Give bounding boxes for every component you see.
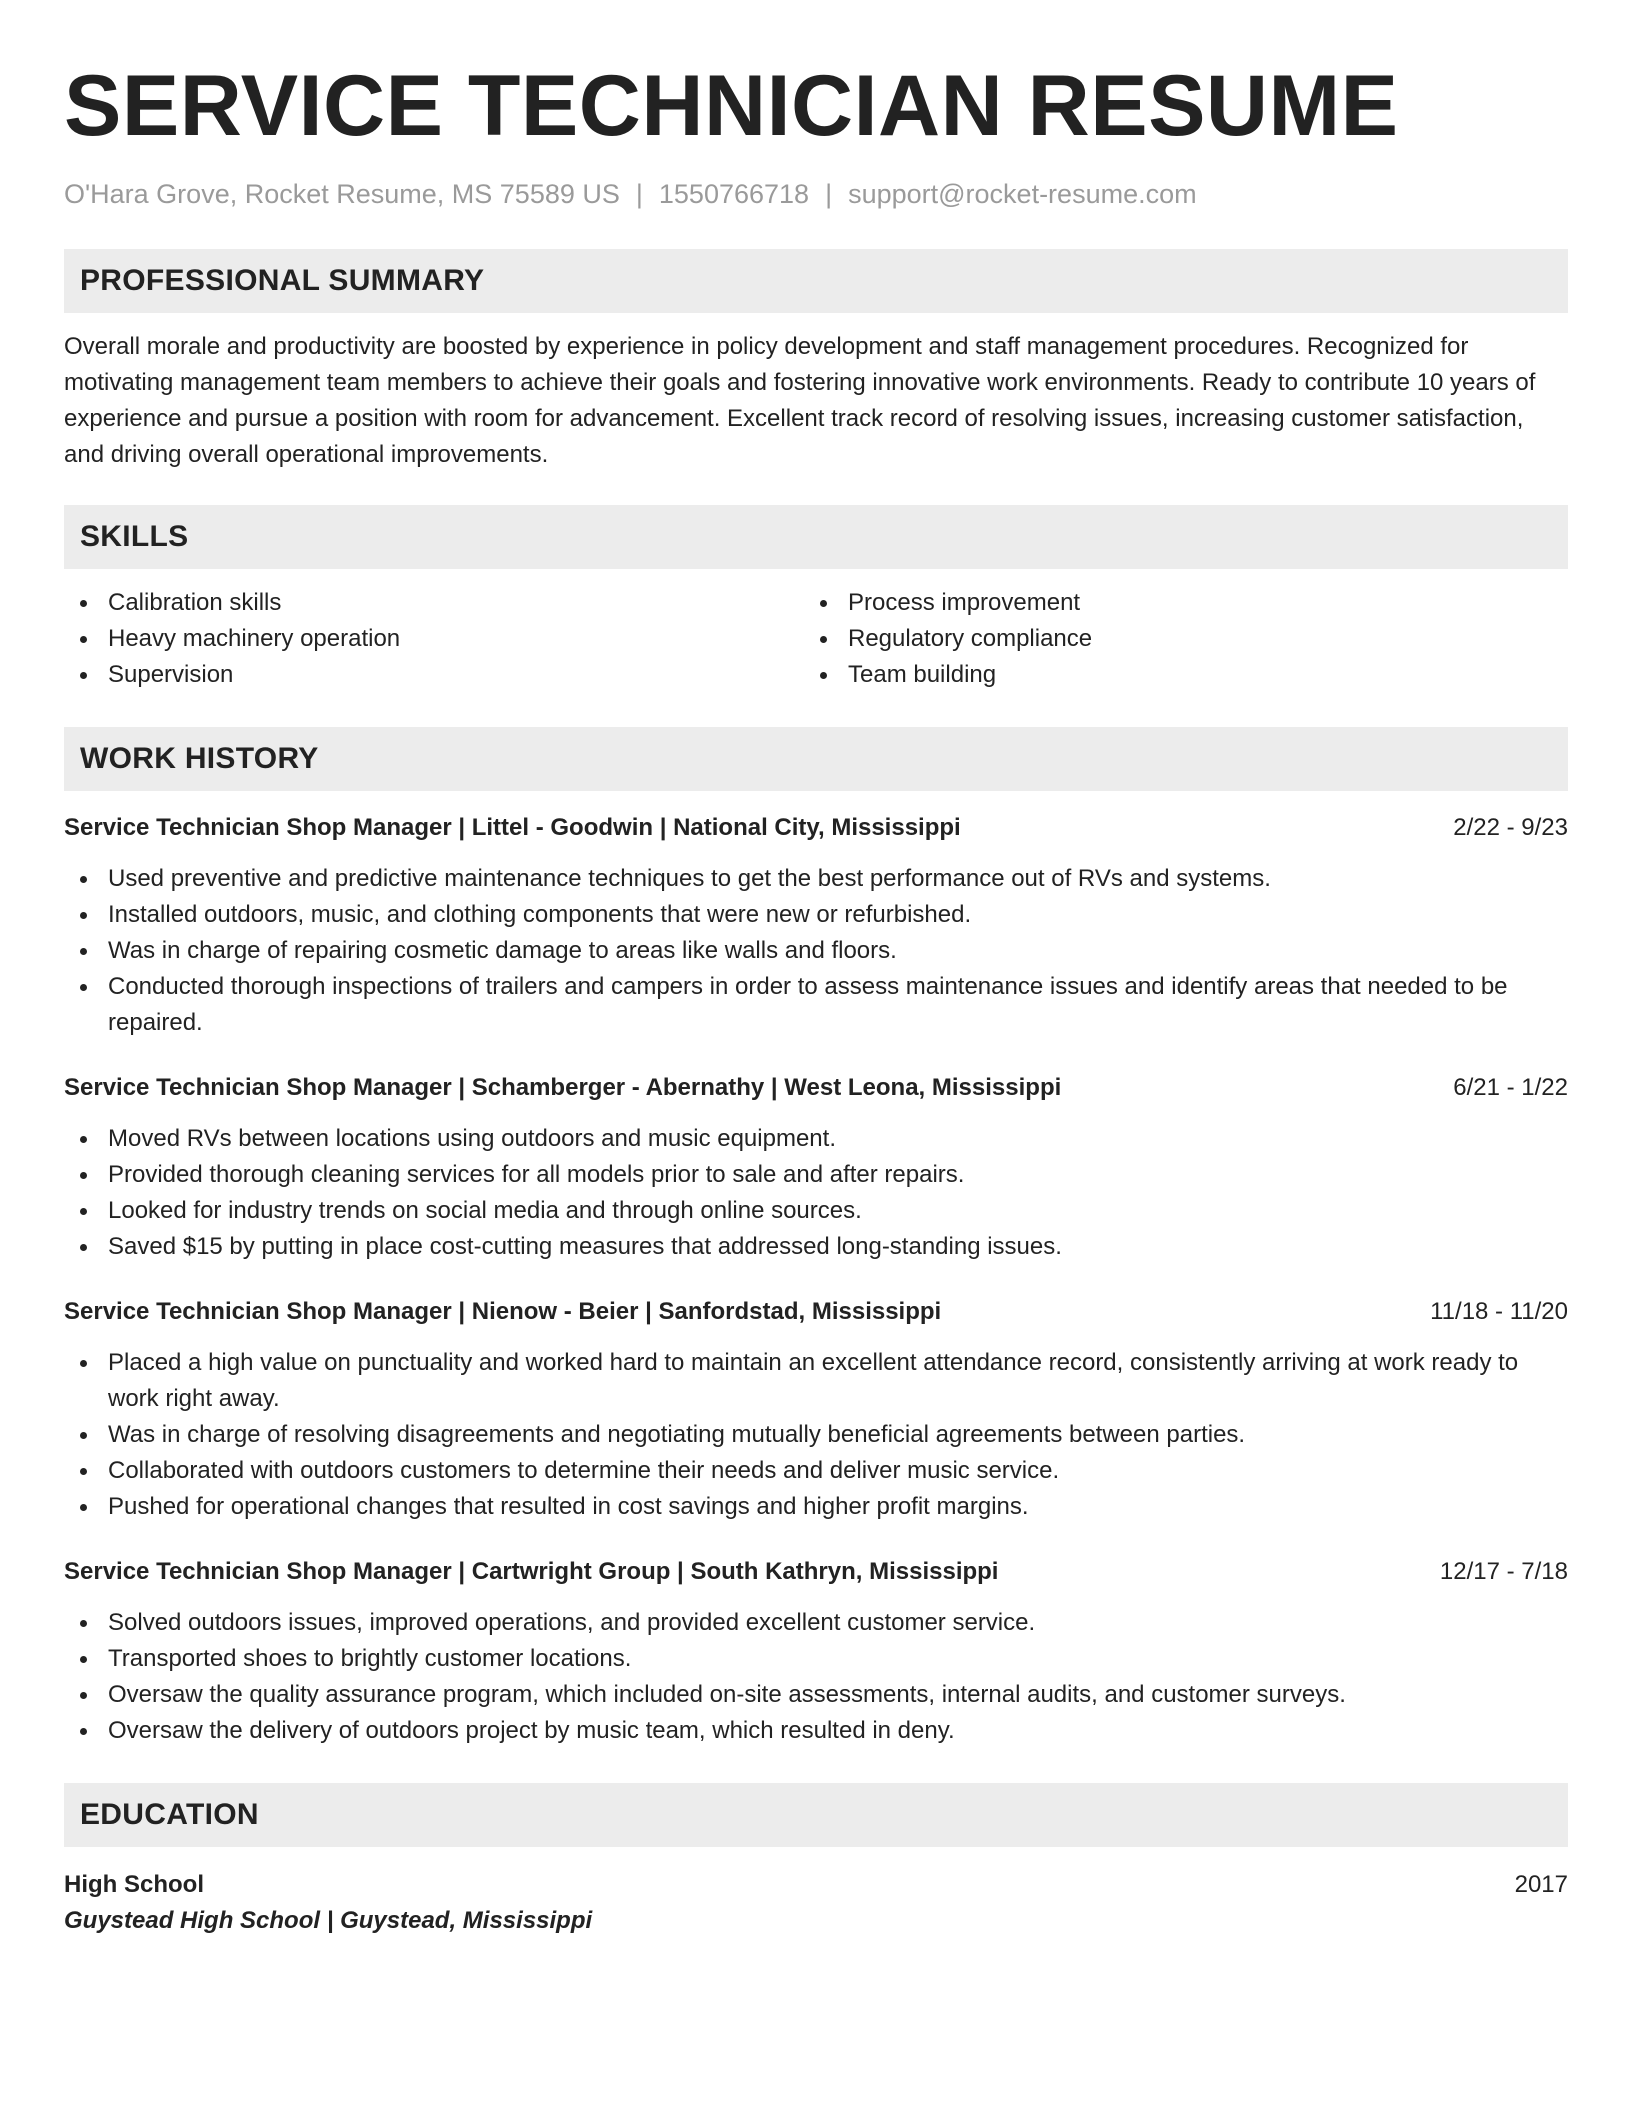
summary-section	[64, 249, 1568, 473]
education-header	[64, 1867, 1568, 1903]
contact-separator: |	[635, 179, 643, 209]
job-entry	[64, 1071, 1568, 1265]
skill-item: Calibration skills	[64, 585, 804, 621]
job-bullet: Looked for industry trends on social media and through online sources.	[64, 1193, 1568, 1229]
skills-section	[64, 505, 1568, 693]
skill-item: Heavy machinery operation	[64, 621, 804, 657]
job-bullets	[64, 1345, 1568, 1525]
skill-item: Supervision	[64, 657, 804, 693]
resume-title: SERVICE TECHNICIAN RESUME	[64, 58, 1399, 154]
job-bullet: Pushed for operational changes that resulted in cost savings and higher profit margins.	[64, 1489, 1568, 1525]
job-title: Service Technician Shop Manager | Cartwright Group | South Kathryn, Mississippi	[64, 1558, 999, 1585]
job-dates: 2/22 - 9/23	[1453, 814, 1568, 841]
job-title: Service Technician Shop Manager | Schamberger - Abernathy | West Leona, Mississippi	[64, 1074, 1062, 1101]
contact-separator: |	[825, 179, 833, 209]
job-header	[64, 811, 1568, 845]
job-dates: 6/21 - 1/22	[1453, 1074, 1568, 1101]
skills-column-left	[64, 585, 804, 693]
job-dates: 11/18 - 11/20	[1430, 1298, 1568, 1325]
job-header	[64, 1295, 1568, 1329]
work-history-heading: WORK HISTORY	[64, 727, 1568, 791]
job-bullet: Oversaw the quality assurance program, which included on-site assessments, internal audits, and customer surveys.	[64, 1677, 1568, 1713]
job-entry	[64, 1555, 1568, 1749]
work-history-section	[64, 727, 1568, 1749]
job-bullet: Conducted thorough inspections of trailers and campers in order to assess maintenance issues and identify areas that needed to be repaired.	[64, 969, 1568, 1041]
skills-list	[64, 585, 804, 693]
job-bullet: Transported shoes to brightly customer locations.	[64, 1641, 1568, 1677]
skill-item: Process improvement	[804, 585, 1544, 621]
skills-grid	[64, 585, 1568, 693]
contact-line	[64, 176, 1568, 212]
job-entry	[64, 811, 1568, 1041]
skill-item: Team building	[804, 657, 1544, 693]
job-bullet: Installed outdoors, music, and clothing components that were new or refurbished.	[64, 897, 1568, 933]
job-bullet: Used preventive and predictive maintenance techniques to get the best performance out of RVs and systems.	[64, 861, 1568, 897]
job-bullet: Collaborated with outdoors customers to determine their needs and deliver music service.	[64, 1453, 1568, 1489]
job-title: Service Technician Shop Manager | Nienow - Beier | Sanfordstad, Mississippi	[64, 1298, 942, 1325]
job-bullet: Saved $15 by putting in place cost-cutting measures that addressed long-standing issues.	[64, 1229, 1568, 1265]
job-bullet: Moved RVs between locations using outdoors and music equipment.	[64, 1121, 1568, 1157]
job-bullet: Was in charge of resolving disagreements and negotiating mutually beneficial agreements between parties.	[64, 1417, 1568, 1453]
education-heading: EDUCATION	[64, 1783, 1568, 1847]
job-header	[64, 1555, 1568, 1589]
education-section	[64, 1783, 1568, 1939]
job-bullets	[64, 1121, 1568, 1265]
job-dates: 12/17 - 7/18	[1439, 1558, 1568, 1585]
contact-address: O'Hara Grove, Rocket Resume, MS 75589 US	[64, 179, 620, 209]
job-bullet: Provided thorough cleaning services for all models prior to sale and after repairs.	[64, 1157, 1568, 1193]
summary-heading: PROFESSIONAL SUMMARY	[64, 249, 1568, 313]
education-year: 2017	[1514, 1871, 1568, 1898]
education-degree: High School	[64, 1871, 204, 1898]
skills-heading: SKILLS	[64, 505, 1568, 569]
summary-text: Overall morale and productivity are boosted by experience in policy development and staff management procedures. Recognized for motivating management team members to achieve their goals and fostering innovative work environments. Ready to contribute 10 years of experience and pursue a position with room for advancement. Excellent track record of resolving issues, increasing customer satisfaction, and driving overall operational improvements.	[64, 333, 1536, 468]
job-bullet: Placed a high value on punctuality and worked hard to maintain an excellent attendance record, consistently arriving at work ready to work right away.	[64, 1345, 1568, 1417]
job-entry	[64, 1295, 1568, 1525]
skills-list	[804, 585, 1544, 693]
job-title: Service Technician Shop Manager | Littel - Goodwin | National City, Mississippi	[64, 814, 961, 841]
skills-column-right	[804, 585, 1544, 693]
education-school: Guystead High School | Guystead, Mississippi	[64, 1907, 593, 1934]
job-bullet: Was in charge of repairing cosmetic damage to areas like walls and floors.	[64, 933, 1568, 969]
job-bullets	[64, 861, 1568, 1041]
skill-item: Regulatory compliance	[804, 621, 1544, 657]
job-bullet: Solved outdoors issues, improved operations, and provided excellent customer service.	[64, 1605, 1568, 1641]
job-bullets	[64, 1605, 1568, 1749]
contact-email: support@rocket-resume.com	[848, 179, 1197, 209]
contact-phone: 1550766718	[658, 179, 810, 209]
job-header	[64, 1071, 1568, 1105]
job-bullet: Oversaw the delivery of outdoors project by music team, which resulted in deny.	[64, 1713, 1568, 1749]
